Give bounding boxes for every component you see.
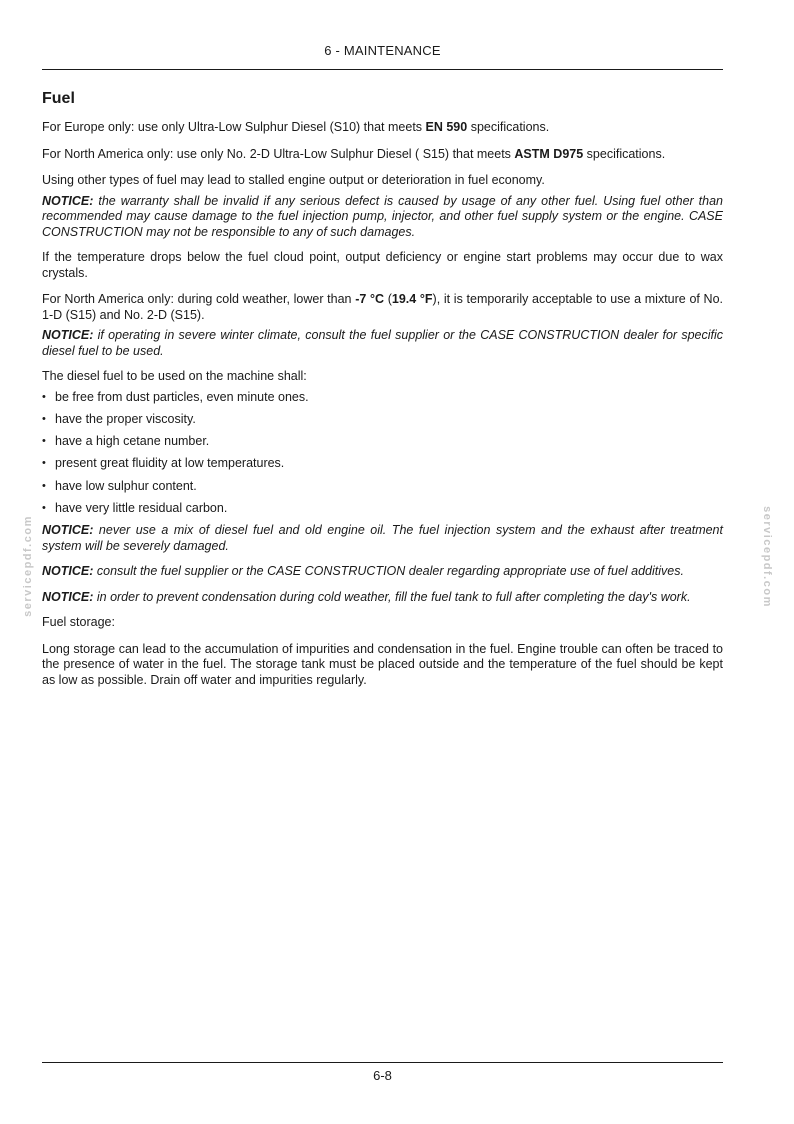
page-content xyxy=(42,90,723,699)
list-item: • have very little residual carbon. xyxy=(42,500,228,515)
bullet-icon: • xyxy=(42,412,46,425)
list-item: • be free from dust particles, even minute ones. xyxy=(42,389,309,404)
bullet-icon: • xyxy=(42,501,46,514)
notice-winter: NOTICE: if operating in severe winter climate, consult the fuel supplier or the CASE CONSTRUCTION dealer for specific diesel fuel to be used. xyxy=(42,328,723,358)
footer-rule xyxy=(42,1062,723,1063)
list-item: • have a high cetane number. xyxy=(42,434,210,449)
section-header: 6 - MAINTENANCE xyxy=(324,43,441,58)
europe-paragraph: For Europe only: use only Ultra-Low Sulphur Diesel (S10) that meets EN 590 specifications. xyxy=(42,120,550,134)
north-america-paragraph: For North America only: use only No. 2-D Ultra-Low Sulphur Diesel ( S15) that meets ASTM D975 specifications. xyxy=(42,146,666,161)
bullet-icon: • xyxy=(42,457,46,470)
fuel-requirements-list xyxy=(42,390,723,517)
page-number: 6-8 xyxy=(373,1068,392,1083)
watermark-left: servicepdf.com xyxy=(22,515,34,617)
list-item: • have the proper viscosity. xyxy=(42,411,196,426)
header-rule xyxy=(42,69,723,70)
page-title: Fuel xyxy=(42,90,75,107)
bullet-icon: • xyxy=(42,435,46,448)
notice-warranty: NOTICE: the warranty shall be invalid if any serious defect is caused by usage of any other fuel. Using fuel other than recommended may cause damage to the fuel injection pump, injector, and other fuel supply system or the engine. CASE CONSTRUCTION may not be responsible to any of such damages. xyxy=(42,193,723,239)
cloud-point-paragraph: If the temperature drops below the fuel cloud point, output deficiency or engine start problems may occur due to wax crystals. xyxy=(42,250,723,280)
fuel-storage-paragraph: Long storage can lead to the accumulation of impurities and condensation in the fuel. Engine trouble can often be traced to the presence of water in the fuel. The storage tank must be placed outside and the temperature of the fuel should be kept as low as possible. Drain off water and impurities regularly. xyxy=(42,641,723,687)
notice-additives: NOTICE: consult the fuel supplier or the CASE CONSTRUCTION dealer regarding appropriate use of fuel additives. xyxy=(42,564,684,579)
cold-weather-paragraph: For North America only: during cold weather, lower than -7 °C (19.4 °F), it is temporarily acceptable to use a mixture of No. 1-D (S15) and No. 2-D (S15). xyxy=(42,292,724,322)
list-item: • have low sulphur content. xyxy=(42,478,197,493)
fuel-storage-heading: Fuel storage: xyxy=(42,615,115,630)
bullet-icon: • xyxy=(42,479,46,492)
notice-engine-oil: NOTICE: never use a mix of diesel fuel and old engine oil. The fuel injection system and the exhaust after treatment system will be severely damaged. xyxy=(42,523,723,553)
notice-condensation: NOTICE: in order to prevent condensation during cold weather, fill the fuel tank to full after completing the day's work. xyxy=(42,589,691,604)
other-fuel-paragraph: Using other types of fuel may lead to stalled engine output or deterioration in fuel economy. xyxy=(42,173,545,187)
bullet-icon: • xyxy=(42,390,46,403)
list-item: • present great fluidity at low temperatures. xyxy=(42,456,285,471)
watermark-right: servicepdf.com xyxy=(761,506,773,608)
fuel-intro-paragraph: The diesel fuel to be used on the machine shall: xyxy=(42,369,307,383)
